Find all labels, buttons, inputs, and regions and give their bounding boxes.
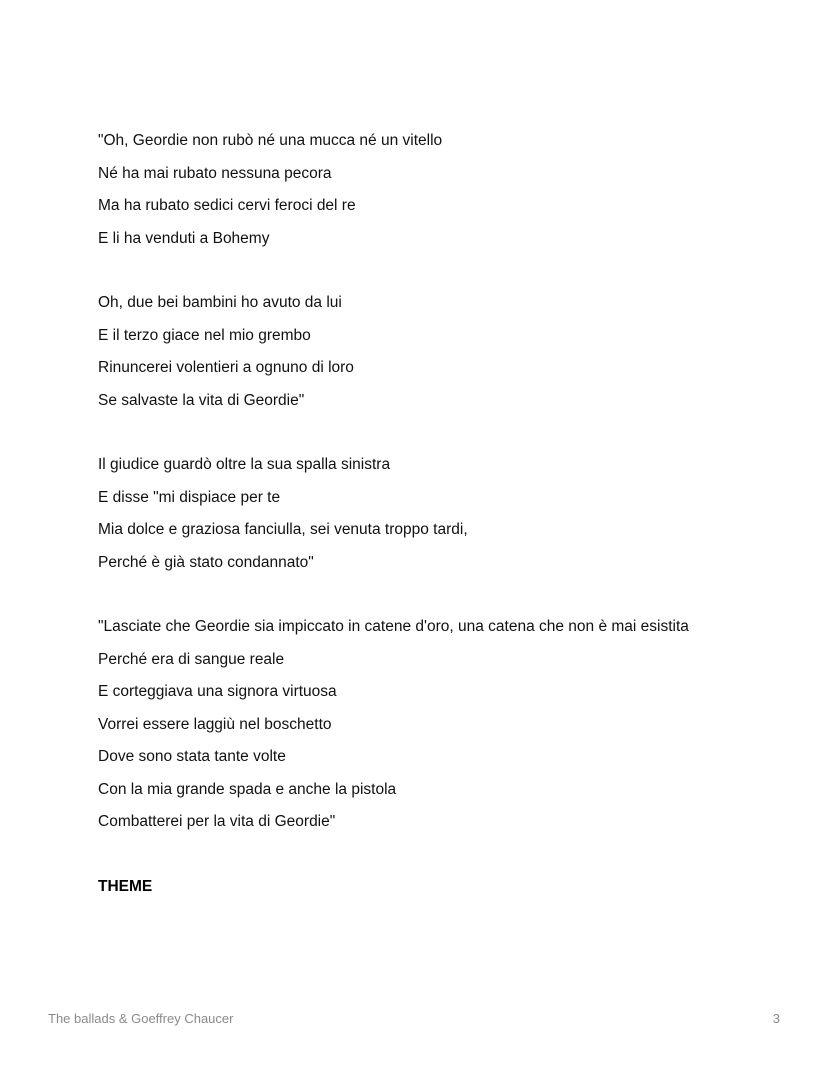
- section-heading-theme: THEME: [98, 877, 153, 895]
- stanza-3: [98, 449, 798, 579]
- poem-line: Combatterei per la vita di Geordie": [98, 813, 336, 830]
- stanza-4: [98, 611, 798, 839]
- poem-line: Con la mia grande spada e anche la pistola: [98, 780, 397, 798]
- stanza-1: [98, 125, 798, 255]
- poem-line: "Lasciate che Geordie sia impiccato in catene d'oro, una catena che non è mai esistita: [98, 618, 689, 635]
- poem-line: E corteggiava una signora virtuosa: [98, 683, 337, 700]
- poem-line: E disse "mi dispiace per te: [98, 488, 281, 506]
- poem-line: Perché è già stato condannato": [98, 553, 314, 571]
- poem-body: [98, 125, 798, 903]
- poem-line: Se salvaste la vita di Geordie": [98, 391, 305, 409]
- poem-line: E il terzo giace nel mio grembo: [98, 326, 311, 344]
- poem-line: Mia dolce e graziosa fanciulla, sei venuta troppo tardi,: [98, 521, 468, 538]
- poem-line: Né ha mai rubato nessuna pecora: [98, 164, 332, 182]
- poem-line: Dove sono stata tante volte: [98, 748, 286, 765]
- poem-line: Oh, due bei bambini ho avuto da lui: [98, 294, 342, 311]
- poem-line: Ma ha rubato sedici cervi feroci del re: [98, 197, 356, 214]
- footer-page-number: 3: [772, 1011, 780, 1026]
- poem-line: Vorrei essere laggiù nel boschetto: [98, 715, 332, 733]
- poem-line: E li ha venduti a Bohemy: [98, 229, 270, 247]
- poem-line: "Oh, Geordie non rubò né una mucca né un vitello: [98, 132, 443, 149]
- poem-line: Il giudice guardò oltre la sua spalla sinistra: [98, 456, 391, 473]
- footer-document-title: The ballads & Goeffrey Chaucer: [48, 1011, 234, 1026]
- poem-line: Perché era di sangue reale: [98, 650, 285, 668]
- poem-line: Rinuncerei volentieri a ognuno di loro: [98, 359, 354, 376]
- stanza-2: [98, 287, 798, 417]
